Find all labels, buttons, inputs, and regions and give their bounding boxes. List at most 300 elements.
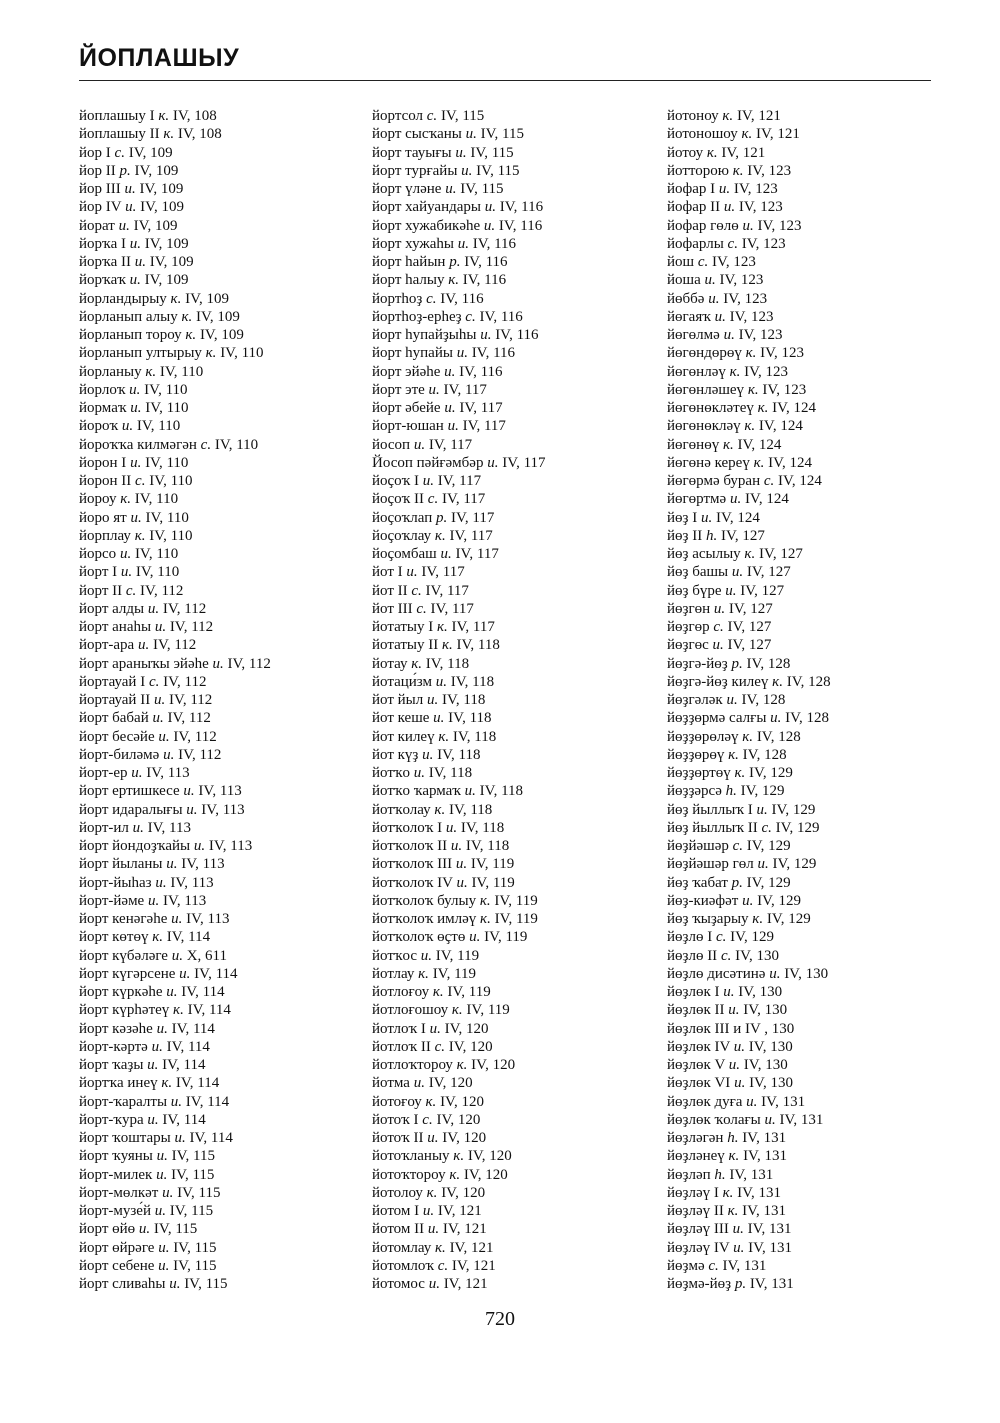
entry-grammar: р. — [119, 162, 131, 179]
entry-grammar: и. — [170, 1093, 183, 1110]
entry-word: йөҙлө I — [667, 929, 713, 946]
index-entry — [372, 180, 546, 198]
entry-reference: , 130 — [764, 1020, 795, 1037]
entry-reference: IV, 112 — [168, 692, 213, 708]
entry-reference: IV, 131 — [742, 1130, 787, 1146]
index-entry — [667, 1275, 831, 1293]
entry-reference: IV, 116 — [498, 217, 543, 234]
entry-grammar: к. — [152, 929, 164, 946]
entry-reference: IV, 110 — [145, 509, 189, 526]
entry-word: йосоп — [372, 436, 411, 453]
entry-grammar: и. — [137, 637, 150, 654]
entry-reference: IV, 117 — [443, 381, 487, 398]
entry-word: йорт сливаһы — [79, 1276, 166, 1292]
index-entry — [667, 801, 831, 819]
index-entry — [79, 837, 271, 855]
header-rule — [79, 80, 931, 81]
entry-grammar: и. — [153, 692, 166, 708]
entry-grammar: к. — [734, 765, 746, 781]
entry-reference: IV, 131 — [779, 1111, 824, 1128]
entry-word: йорт эйәһе — [372, 363, 441, 380]
entry-grammar: к. — [741, 126, 753, 143]
entry-reference: IV, 109 — [149, 254, 194, 270]
index-entry — [372, 874, 546, 892]
entry-reference: IV, 112 — [152, 637, 197, 654]
entry-reference: IV, 115 — [460, 181, 504, 197]
entry-grammar: и. — [723, 327, 735, 343]
entry-grammar: и. — [413, 436, 426, 453]
entry-grammar: к. — [747, 381, 759, 398]
entry-word: йорат — [79, 217, 115, 234]
entry-grammar: и. — [718, 181, 731, 197]
index-entry — [372, 782, 546, 800]
entry-reference: IV, 114 — [189, 1130, 233, 1146]
index-entry — [667, 162, 831, 180]
entry-word: Йосоп пәйғәмбәр — [372, 454, 484, 471]
entry-word: йөҙмә-йөҙ — [667, 1276, 732, 1292]
entry-reference: IV, 109 — [196, 308, 240, 325]
entry-reference: IV, 118 — [428, 765, 473, 781]
entry-grammar: и. — [427, 1130, 439, 1146]
entry-grammar: р. — [449, 254, 461, 270]
entry-reference: IV, 130 — [749, 1075, 793, 1092]
entry-reference: IV, 116 — [495, 327, 539, 343]
entry-grammar: к. — [772, 673, 783, 690]
entry-grammar: и. — [422, 746, 434, 763]
entry-grammar: к. — [436, 619, 448, 635]
index-entry — [79, 253, 271, 271]
entry-word: йөббә — [667, 290, 705, 307]
index-entry — [79, 1001, 271, 1019]
entry-grammar: к. — [757, 400, 769, 416]
entry-word: йорт идаралығы — [79, 801, 183, 818]
index-entry — [667, 819, 831, 837]
entry-grammar: к. — [745, 345, 757, 362]
index-entry — [79, 563, 271, 581]
entry-reference: IV, 123 — [738, 199, 783, 216]
index-column-3 — [667, 107, 831, 1293]
index-entry — [667, 472, 831, 490]
index-entry — [667, 782, 831, 800]
entry-reference: IV, 119 — [494, 911, 538, 927]
index-column-1 — [79, 107, 271, 1293]
entry-reference: IV, 113 — [181, 856, 225, 873]
entry-word: йортһоҙ-ерһеҙ — [372, 308, 462, 325]
entry-word: йөҙләп — [667, 1166, 711, 1183]
entry-reference: IV, 114 — [185, 1093, 230, 1110]
index-entry — [372, 1220, 546, 1238]
entry-word: йөҙлөк V — [667, 1057, 726, 1073]
entry-word: йорт II — [79, 582, 123, 599]
entry-grammar: к. — [732, 162, 744, 179]
index-entry — [372, 417, 546, 435]
index-entry — [372, 125, 546, 143]
index-entry — [79, 636, 271, 654]
entry-word: йорҡа II — [79, 254, 132, 270]
entry-grammar: и. — [708, 290, 720, 307]
entry-grammar: и. — [212, 655, 224, 672]
entry-word: йөгөрмә буран — [667, 473, 761, 489]
index-entry — [667, 144, 831, 162]
entry-grammar: с. — [135, 473, 146, 489]
entry-grammar: с. — [713, 619, 724, 635]
entry-grammar: и. — [726, 692, 738, 708]
entry-word: йорт-юшан — [372, 418, 444, 435]
entry-grammar: к. — [441, 637, 453, 654]
index-entry — [667, 892, 831, 910]
entry-grammar: и. — [131, 765, 143, 781]
entry-word: йорт һупайы — [372, 345, 453, 362]
entry-grammar: и. — [174, 1130, 186, 1146]
entry-grammar: и. — [445, 181, 457, 197]
entry-reference: IV, 115 — [171, 1166, 215, 1183]
index-entry — [667, 344, 831, 362]
entry-grammar: и. — [433, 710, 445, 727]
index-entry — [79, 144, 271, 162]
index-entry — [372, 1074, 546, 1092]
entry-reference: IV, 120 — [467, 1148, 512, 1165]
index-entry — [667, 983, 831, 1001]
entry-word: йорт себене — [79, 1257, 155, 1274]
index-entry — [79, 1147, 271, 1165]
entry-reference: IV, 119 — [484, 929, 528, 946]
entry-grammar: и. — [132, 819, 144, 836]
entry-grammar: и. — [725, 582, 737, 599]
entry-word: йорланып алыу — [79, 308, 178, 325]
index-entry — [372, 527, 546, 545]
entry-grammar: и. — [444, 363, 456, 380]
index-entry — [667, 1239, 831, 1257]
entry-grammar: и. — [147, 1111, 159, 1128]
entry-reference: IV, 131 — [743, 1148, 787, 1165]
entry-grammar: к. — [185, 327, 197, 343]
entry-word: йорт ертишкесе — [79, 783, 180, 800]
entry-reference: IV, 117 — [451, 619, 495, 635]
entry-reference: IV, 115 — [153, 1221, 198, 1238]
entry-grammar: и. — [480, 327, 492, 343]
entry-grammar: и. — [429, 1020, 441, 1037]
entry-reference: IV, 118 — [465, 838, 510, 854]
entry-grammar: и. — [484, 199, 496, 216]
index-entry — [79, 107, 271, 125]
entry-grammar: и. — [757, 856, 769, 873]
index-entry — [372, 454, 546, 472]
entry-grammar: с. — [727, 235, 738, 252]
entry-grammar: и. — [456, 345, 468, 362]
entry-reference: IV, 118 — [452, 728, 497, 745]
entry-grammar: к. — [161, 1075, 173, 1092]
entry-word: йорт эте — [372, 381, 425, 398]
entry-reference: IV, 118 — [456, 637, 500, 654]
index-entry — [667, 326, 831, 344]
entry-word: йормаҡ — [79, 400, 127, 416]
entry-word: йоша — [667, 272, 701, 289]
entry-reference: IV, 131 — [737, 1184, 782, 1201]
entry-word: йөгөлмә — [667, 327, 720, 343]
entry-word: йорланып ултырыу — [79, 345, 202, 362]
entry-grammar: и. — [129, 272, 141, 289]
index-entry — [79, 819, 271, 837]
entry-grammar: с. — [416, 600, 427, 617]
entry-grammar: и. — [121, 418, 134, 435]
entry-word: йотлоҡ I — [372, 1020, 426, 1037]
entry-grammar: и. — [728, 1002, 740, 1019]
entry-word: йорландырыу — [79, 290, 167, 307]
entry-word: йөҙ асылыу — [667, 546, 741, 562]
entry-reference: IV, 123 — [729, 308, 774, 325]
entry-word: йорт кәзәһе — [79, 1020, 153, 1037]
entry-word: йөҙләү III — [667, 1221, 729, 1238]
index-entry — [667, 965, 831, 983]
index-entry — [372, 1202, 546, 1220]
entry-reference: IV, 123 — [744, 363, 789, 380]
entry-reference: IV, 114 — [162, 1057, 206, 1073]
index-entry — [79, 290, 271, 308]
entry-reference: IV, 118 — [448, 710, 492, 727]
entry-grammar: и. — [420, 947, 433, 964]
index-entry — [372, 308, 546, 326]
entry-reference: IV, 123 — [712, 254, 756, 270]
entry-word: йотатыу II — [372, 637, 439, 654]
entry-reference: IV, 110 — [144, 381, 188, 398]
index-entry — [372, 198, 546, 216]
entry-word: йорт-ил — [79, 819, 129, 836]
entry-word: йофар I — [667, 181, 716, 197]
entry-grammar: и. — [169, 1276, 181, 1292]
entry-word: йорт бесәйе — [79, 728, 155, 745]
index-entry — [79, 618, 271, 636]
entry-grammar: и. — [733, 1239, 745, 1256]
entry-grammar: и. — [445, 819, 458, 836]
entry-word: йорт-йәме — [79, 892, 145, 909]
entry-grammar: к. — [134, 527, 146, 544]
entry-word: йөҙлөк VI — [667, 1075, 731, 1092]
entry-word: йөҙлөк II — [667, 1002, 725, 1019]
page-title: ЙОПЛАШЫУ — [79, 44, 240, 72]
entry-reference: IV, 113 — [170, 874, 214, 891]
entry-grammar: и. — [723, 984, 735, 1000]
entry-reference: IV, 113 — [162, 892, 207, 909]
entry-reference: IV, 117 — [428, 436, 473, 453]
entry-reference: IV, 123 — [757, 217, 802, 234]
index-entry — [667, 1257, 831, 1275]
entry-reference: IV, 121 — [736, 108, 781, 124]
entry-reference: IV, 110 — [149, 473, 193, 489]
entry-grammar: р. — [436, 509, 448, 526]
entry-grammar: и. — [129, 235, 142, 252]
entry-word: йотҡос — [372, 947, 418, 964]
index-entry — [372, 709, 546, 727]
entry-word: йортауай II — [79, 692, 151, 708]
entry-grammar: с. — [720, 947, 732, 964]
entry-grammar: к. — [722, 108, 734, 124]
entry-grammar: к. — [448, 272, 460, 289]
entry-word: йорланыу — [79, 363, 142, 380]
entry-word: йөҙ бүре — [667, 582, 722, 599]
entry-word: йөҙләү IV — [667, 1239, 730, 1256]
index-entry — [667, 235, 831, 253]
entry-word: йорт-ара — [79, 637, 135, 654]
entry-reference: IV, 129 — [775, 819, 820, 836]
entry-reference: IV, 128 — [741, 692, 786, 708]
entry-word: йорт күркәһе — [79, 984, 163, 1000]
entry-reference: IV, 123 — [741, 235, 786, 252]
entry-grammar: и. — [154, 619, 167, 635]
entry-grammar: и. — [147, 600, 160, 617]
index-entry — [79, 709, 271, 727]
entry-grammar: и. — [756, 801, 768, 818]
entry-word: йоплашыу II — [79, 126, 160, 143]
entry-reference: IV, 115 — [173, 1239, 217, 1256]
entry-word: йорт әбейе — [372, 400, 441, 416]
entry-word: йөҙҙөрөләү — [667, 728, 739, 745]
entry-reference: IV, 120 — [448, 1038, 493, 1055]
entry-word: йорон II — [79, 473, 132, 489]
entry-word: йот килеү — [372, 728, 435, 745]
entry-word: йорт-ҡура — [79, 1111, 144, 1128]
index-entry — [667, 947, 831, 965]
index-entry — [79, 1038, 271, 1056]
entry-reference: IV, 119 — [466, 1002, 510, 1019]
index-entry — [667, 691, 831, 709]
entry-grammar: к. — [722, 1184, 734, 1201]
index-entry — [667, 1184, 831, 1202]
index-entry — [667, 1001, 831, 1019]
entry-grammar: и. — [487, 454, 499, 471]
entry-word: йороҡҡа килмәгән — [79, 436, 197, 453]
entry-grammar: и. — [447, 418, 459, 435]
entry-reference: IV, 115 — [171, 1148, 215, 1165]
entry-grammar: к. — [181, 308, 193, 325]
entry-reference: IV, 117 — [462, 418, 506, 435]
index-entry — [372, 819, 546, 837]
entry-reference: IV, 123 — [760, 345, 805, 362]
index-entry — [372, 764, 546, 782]
entry-word: йотоҡланыу — [372, 1148, 450, 1165]
entry-grammar: к. — [425, 1093, 437, 1110]
entry-reference: IV, 112 — [163, 673, 207, 690]
entry-word: йөҙйәшәр — [667, 838, 729, 854]
entry-grammar: h. — [727, 1130, 739, 1146]
entry-reference: IV, 128 — [785, 710, 830, 727]
entry-reference: IV, 116 — [462, 272, 507, 289]
entry-word: йөҙләү II — [667, 1203, 724, 1219]
index-entry — [667, 1202, 831, 1220]
entry-word: йортҡа инеү — [79, 1075, 158, 1092]
entry-word: йотау — [372, 655, 408, 672]
index-entry — [667, 125, 831, 143]
entry-word: йөҙмә — [667, 1257, 705, 1274]
index-entry — [372, 837, 546, 855]
entry-grammar: и. — [166, 984, 178, 1000]
index-entry — [79, 892, 271, 910]
index-entry — [79, 1093, 271, 1111]
index-entry — [667, 928, 831, 946]
entry-word: йөҙгөр — [667, 619, 710, 635]
entry-reference: IV, 123 — [719, 272, 764, 289]
entry-grammar: и. — [450, 838, 463, 854]
entry-grammar: и. — [714, 308, 726, 325]
index-entry — [79, 1275, 271, 1293]
entry-word: йорт һайын — [372, 254, 446, 270]
entry-grammar: к. — [451, 1002, 463, 1019]
entry-word: йотомос — [372, 1276, 425, 1292]
index-entry — [372, 582, 546, 600]
entry-grammar: и. — [729, 491, 742, 508]
entry-grammar: к. — [479, 892, 491, 909]
entry-reference: IV, 120 — [440, 1093, 484, 1110]
entry-reference: IV, 127 — [720, 527, 765, 544]
index-entry — [79, 271, 271, 289]
index-entry — [667, 910, 831, 928]
entry-reference: IV, 131 — [761, 1093, 806, 1110]
entry-reference: IV, 121 — [449, 1239, 494, 1256]
entry-grammar: к. — [744, 546, 756, 562]
index-entry — [79, 782, 271, 800]
entry-word: йорт күгәрсене — [79, 965, 176, 982]
index-column-2 — [372, 107, 546, 1293]
index-entry — [79, 417, 271, 435]
index-entry — [79, 509, 271, 527]
entry-reference: IV, 112 — [140, 582, 184, 599]
index-entry — [79, 582, 271, 600]
entry-word: йөҙ ҡыҙарыу — [667, 911, 749, 927]
index-entry — [667, 728, 831, 746]
entry-reference: IV, 127 — [727, 619, 772, 635]
entry-grammar: и. — [413, 765, 425, 781]
entry-grammar: и. — [465, 126, 477, 143]
entry-reference: IV, 112 — [169, 619, 214, 635]
index-entry — [79, 764, 271, 782]
entry-word: йорон I — [79, 454, 127, 471]
index-entry — [372, 162, 546, 180]
entry-grammar: и. — [770, 710, 782, 727]
entry-word: йотаци́зм — [372, 673, 432, 690]
entry-word: йотоноу — [667, 108, 719, 124]
entry-reference: IV, 113 — [147, 819, 191, 836]
entry-grammar: к. — [411, 655, 422, 672]
entry-grammar: к. — [163, 126, 175, 143]
entry-grammar: к. — [744, 418, 756, 435]
entry-reference: IV, 112 — [167, 710, 211, 727]
index-entry — [372, 381, 546, 399]
entry-word: йорт йондоҙҡайы — [79, 838, 191, 854]
index-entry — [372, 344, 546, 362]
entry-grammar: и. — [163, 746, 175, 763]
index-entry — [372, 1129, 546, 1147]
entry-word: йотҡолоҡ булыу — [372, 892, 477, 909]
entry-word: йоҫоҡ I — [372, 473, 420, 489]
entry-word: йорт-биләмә — [79, 746, 160, 763]
index-entry — [372, 399, 546, 417]
entry-grammar: и. — [147, 1057, 159, 1073]
index-entry — [79, 344, 271, 362]
entry-reference: IV, 109 — [185, 290, 229, 307]
entry-reference: IV, 116 — [440, 290, 484, 307]
entry-word: йотҡолоҡ III — [372, 856, 453, 873]
index-entry — [667, 1166, 831, 1184]
entry-reference: IV, 114 — [175, 1075, 220, 1092]
entry-grammar: к. — [432, 984, 444, 1000]
entry-reference: IV, 113 — [186, 911, 230, 927]
entry-grammar: и. — [125, 199, 137, 216]
entry-word: йөҙгә-йөҙ килеү — [667, 673, 769, 690]
entry-reference: IV, 124 — [778, 473, 822, 489]
index-entry — [667, 290, 831, 308]
entry-grammar: и. — [134, 254, 147, 270]
index-entry — [372, 746, 546, 764]
entry-grammar: и. — [130, 454, 142, 471]
